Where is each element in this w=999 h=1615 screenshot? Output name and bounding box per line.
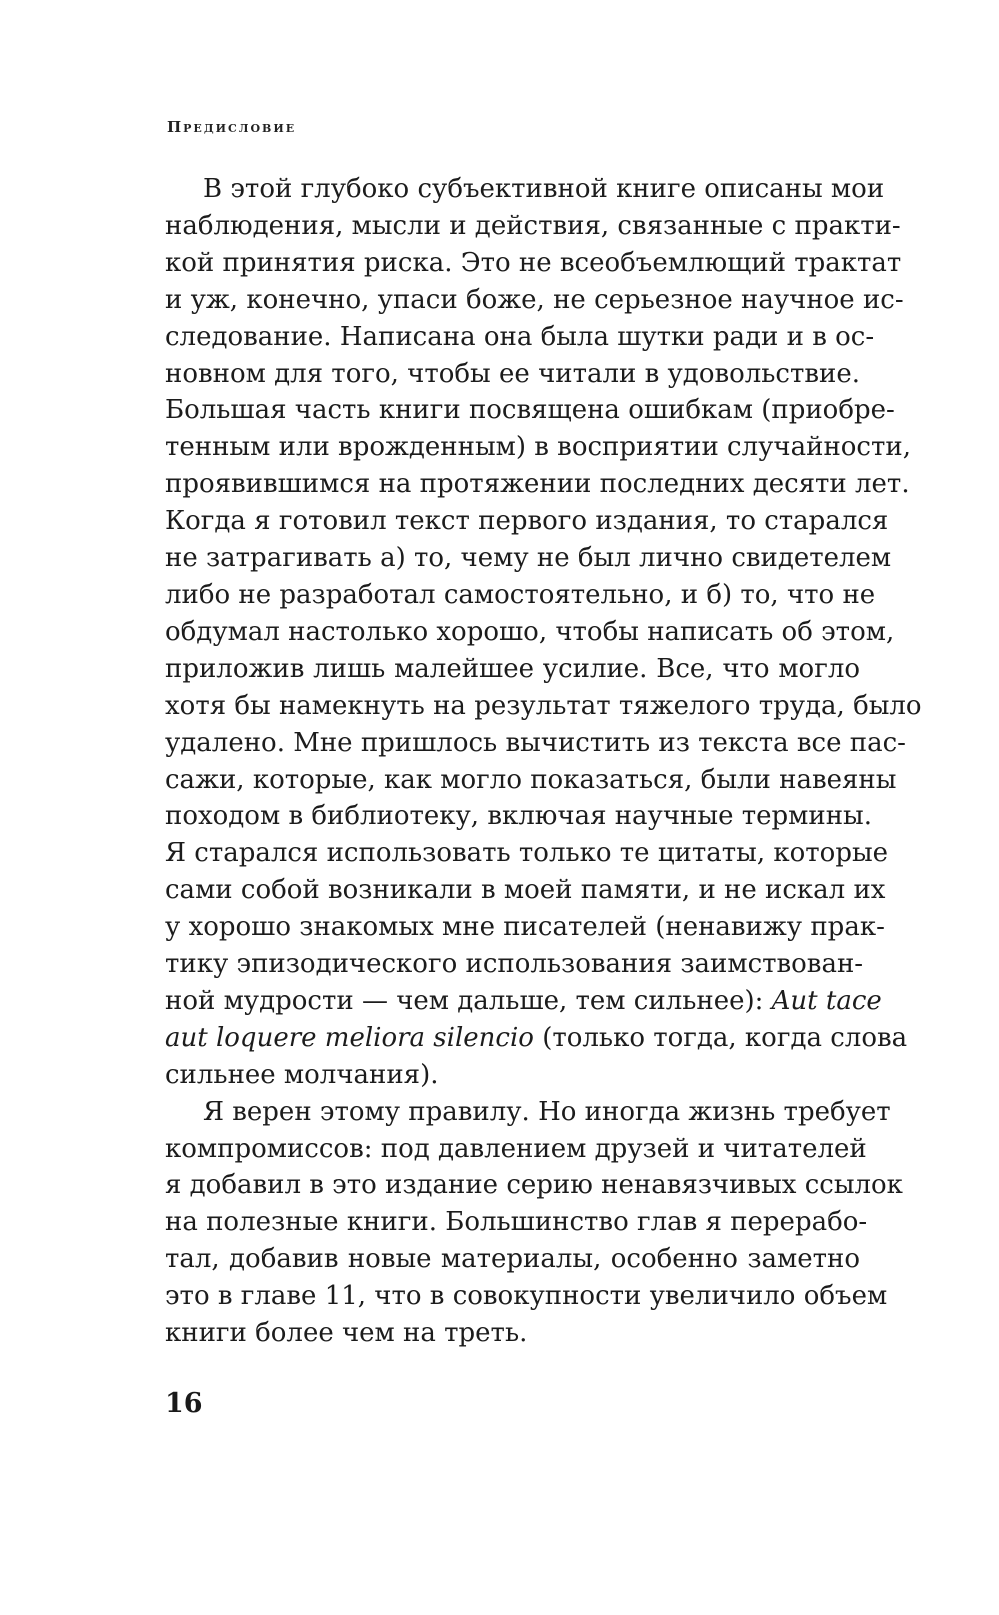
text-line: у хорошо знакомых мне писателей (ненавижу прак-: [165, 912, 885, 943]
text-line: Большая часть книги посвящена ошибкам (приобре-: [165, 395, 895, 426]
text-line: проявившимся на протяжении последних десяти лет.: [165, 469, 910, 500]
text-line: не затрагивать а) то, чему не был лично свидетелем: [165, 543, 892, 574]
text-line: на полезные книги. Большинство глав я перерабо-: [165, 1207, 868, 1238]
latin-quote-part-1: Aut tace: [771, 985, 882, 1016]
text-line: либо не разработал самостоятельно, и б) то, что не: [165, 579, 876, 610]
text-line: кой принятия риска. Это не всеобъемлющий трактат: [165, 247, 902, 278]
text-line: удалено. Мне пришлось вычистить из текста все пас-: [165, 727, 906, 758]
text-line-with-italic: [165, 983, 882, 1020]
body-text: [165, 171, 922, 1352]
text-line: походом в библиотеку, включая научные термины.: [165, 801, 872, 832]
text-line: В этой глубоко субъективной книге описаны мои: [203, 174, 885, 204]
text-line: книги более чем на треть.: [165, 1318, 528, 1349]
text-line: это в главе 11, что в совокупности увеличило объем: [165, 1281, 888, 1312]
latin-quote-part-2: aut loquere meliora silencio: [165, 1022, 534, 1053]
text-line: сильнее молчания).: [165, 1059, 439, 1090]
text-line: наблюдения, мысли и действия, связанные с практи-: [165, 210, 901, 241]
text-segment: ной мудрости — чем дальше, тем сильнее):: [165, 985, 772, 1016]
text-line: тал, добавив новые материалы, особенно заметно: [165, 1244, 860, 1275]
text-line: сажи, которые, как могло показаться, были навеяны: [165, 764, 897, 795]
text-line-with-italic: [165, 1020, 908, 1057]
text-line: Когда я готовил текст первого издания, то старался: [165, 506, 889, 537]
paragraph-2: [165, 1094, 903, 1352]
text-segment: (только тогда, когда слова: [533, 1022, 908, 1053]
text-line: тенным или врожденным) в восприятии случайности,: [165, 432, 911, 463]
page-number: 16: [165, 1388, 203, 1419]
running-head: Предисловие: [167, 118, 297, 136]
text-line: Я старался использовать только те цитаты, которые: [165, 838, 889, 869]
text-line: тику эпизодического использования заимствован-: [165, 949, 864, 980]
text-line: я добавил в это издание серию ненавязчивых ссылок: [165, 1170, 903, 1201]
text-line: компромиссов: под давлением друзей и читателей: [165, 1133, 867, 1164]
text-line: сами собой возникали в моей памяти, и не искал их: [165, 875, 886, 906]
text-line: новном для того, чтобы ее читали в удовольствие.: [165, 358, 860, 389]
text-line: и уж, конечно, упаси боже, не серьезное научное ис-: [165, 284, 904, 315]
text-line: обдумал настолько хорошо, чтобы написать об этом,: [165, 616, 895, 647]
text-line: приложив лишь малейшее усилие. Все, что могло: [165, 653, 860, 684]
text-line: Я верен этому правилу. Но иногда жизнь требует: [203, 1096, 891, 1127]
text-line: хотя бы намекнуть на результат тяжелого труда, было: [165, 690, 922, 721]
paragraph-1: [165, 171, 922, 1094]
text-line: следование. Написана она была шутки ради и в ос-: [165, 321, 875, 352]
